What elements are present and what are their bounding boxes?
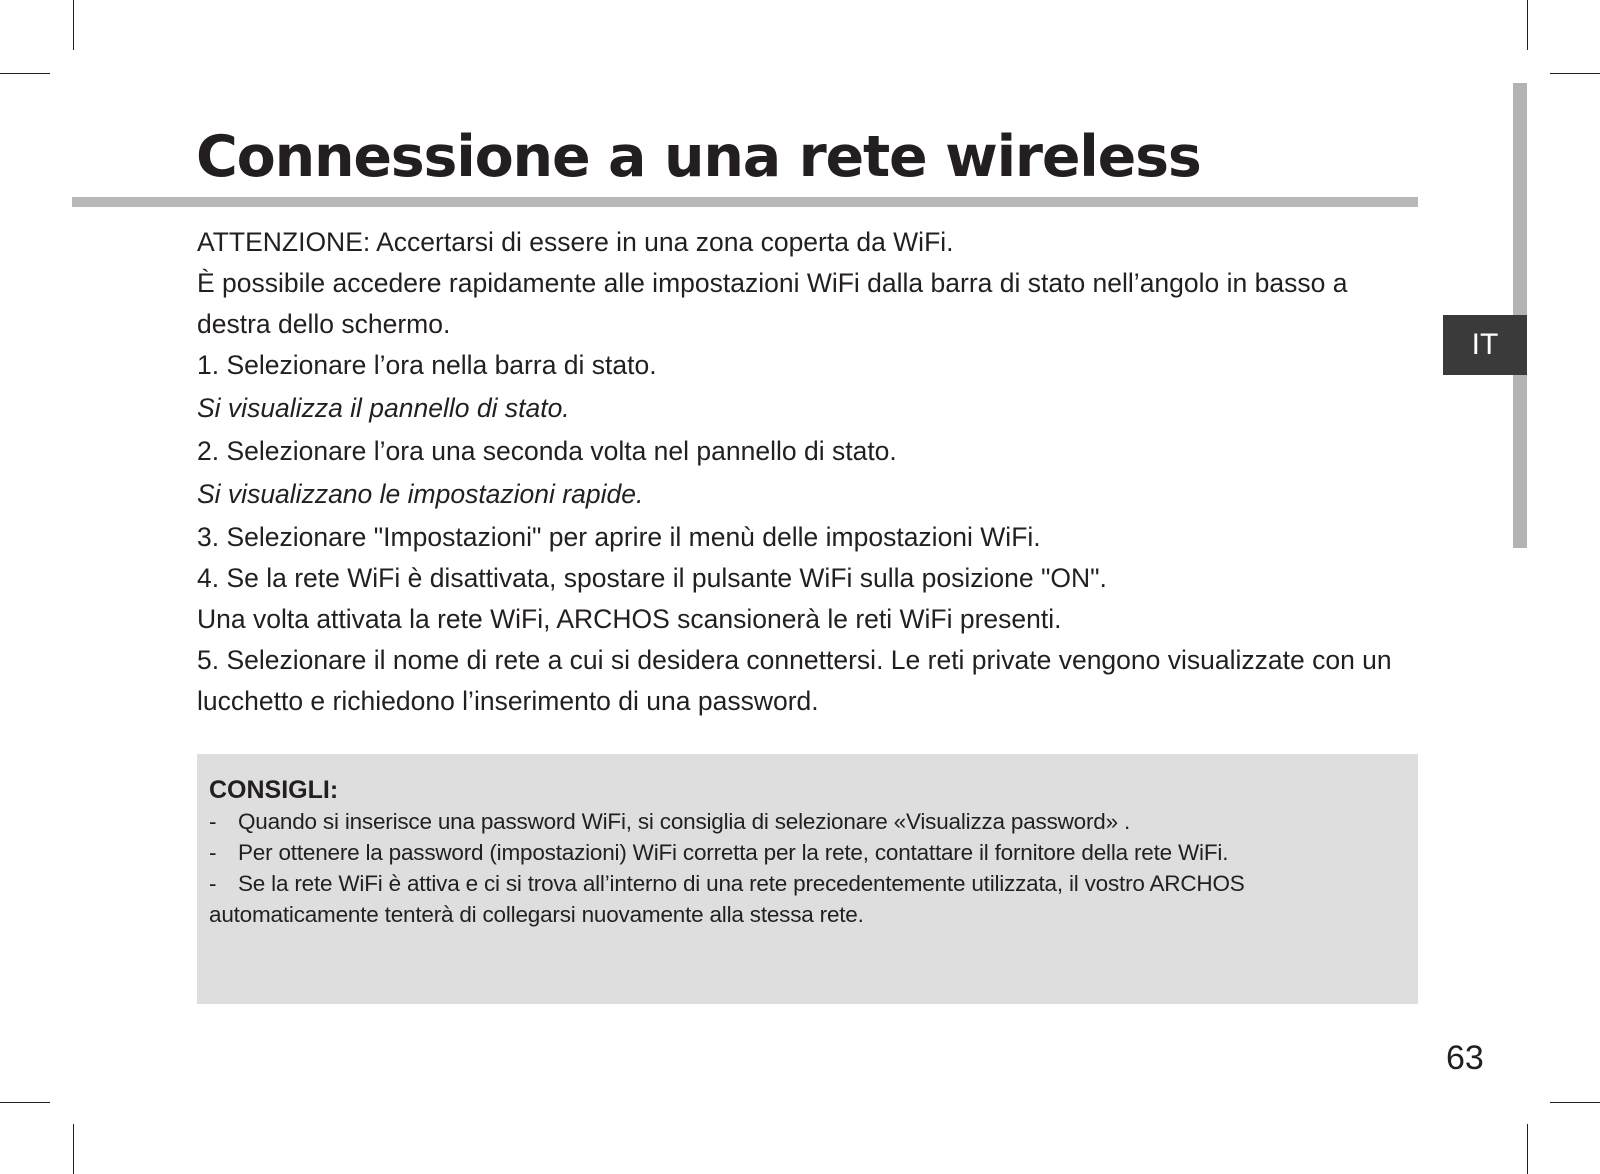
tips-heading: CONSIGLI: [209,776,339,804]
tip-bullet: - [209,840,217,865]
tip-text: Per ottenere la password (impostazioni) WiFi corretta per la rete, contattare il fornitore della rete WiFi. [238,840,1229,865]
title-underline [72,197,1418,207]
crop-mark [0,1102,50,1103]
step-1-result: Si visualizza il pannello di stato. [197,393,570,423]
crop-mark [73,0,74,50]
tip-text: Quando si inserisce una password WiFi, si consiglia di selezionare «Visualizza password» . [238,809,1131,834]
page-number: 63 [1446,1039,1484,1077]
page-title: Connessione a una rete wireless [196,124,1201,190]
step-3: 3. Selezionare "Impostazioni" per aprire il menù delle impostazioni WiFi. [197,522,1041,552]
crop-mark [1527,1124,1528,1174]
tips-box [197,754,1418,1004]
tip-item [209,868,1406,930]
tip-item [209,837,1406,868]
intro-paragraph: È possibile accedere rapidamente alle impostazioni WiFi dalla barra di stato nell’angolo in basso a destra dello schermo. [197,268,1348,339]
crop-mark [1527,0,1528,50]
step-2: 2. Selezionare l’ora una seconda volta nel pannello di stato. [197,436,897,466]
body-text [197,222,1412,722]
language-tab [1443,315,1527,375]
step-2-result: Si visualizzano le impostazioni rapide. [197,479,644,509]
crop-mark [1550,73,1600,74]
warning-line: ATTENZIONE: Accertarsi di essere in una zona coperta da WiFi. [197,227,954,257]
crop-mark [73,1124,74,1174]
step-4: 4. Se la rete WiFi è disattivata, spostare il pulsante WiFi sulla posizione "ON". [197,563,1107,593]
language-tab-label: IT [1471,328,1499,361]
tip-item [209,806,1406,837]
step-5: 5. Selezionare il nome di rete a cui si desidera connettersi. Le reti private vengono visualizzate con un lucchetto e richiedono l’inserimento di una password. [197,645,1392,716]
tip-text: Se la rete WiFi è attiva e ci si trova all’interno di una rete precedentemente utilizzata, il vostro ARCHOS automaticamente tenterà di collegarsi nuovamente alla stessa rete. [209,871,1245,927]
step-4-note: Una volta attivata la rete WiFi, ARCHOS scansionerà le reti WiFi presenti. [197,604,1062,634]
step-1: 1. Selezionare l’ora nella barra di stato. [197,350,657,380]
tip-bullet: - [209,809,217,834]
crop-mark [1550,1102,1600,1103]
tip-bullet: - [209,871,217,896]
crop-mark [0,73,50,74]
